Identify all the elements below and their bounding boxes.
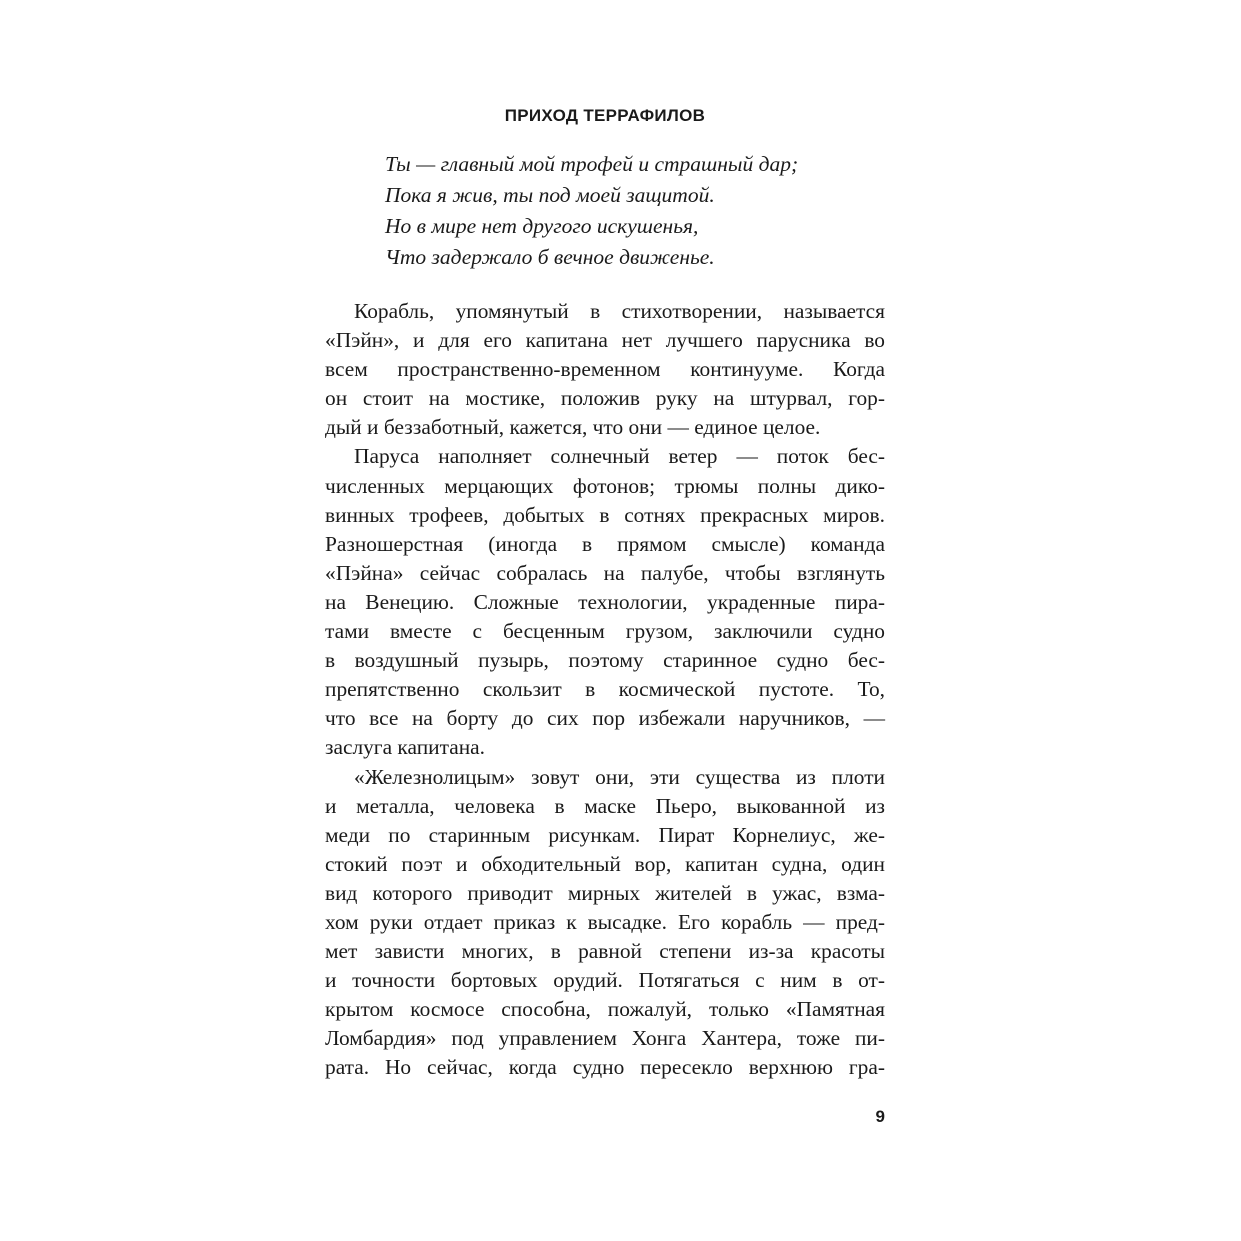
text-line: крытом космосе способна, пожалуй, только «Памятная — [325, 997, 885, 1022]
text-line: что все на борту до сих пор избежали наручников, — — [325, 706, 885, 731]
text-line: вид которого приводит мирных жителей в ужас, взма- — [325, 880, 885, 905]
text-line: и точности бортовых орудий. Потягаться с ним в от- — [325, 968, 885, 993]
text-line: Ломбардия» под управлением Хонга Хантера, тоже пи- — [325, 1026, 885, 1051]
text-line: и металла, человека в маске Пьеро, выкованной из — [325, 793, 885, 818]
text-line: в воздушный пузырь, поэтому старинное судно бес- — [325, 648, 885, 673]
text-line: «Пэйна» сейчас собралась на палубе, чтобы взглянуть — [325, 560, 885, 585]
text-line: численных мерцающих фотонов; трюмы полны дико- — [325, 473, 885, 498]
text-line: меди по старинным рисункам. Пират Корнелиус, же- — [325, 822, 885, 847]
page-number: 9 — [875, 1107, 885, 1126]
body-text — [325, 297, 885, 1083]
paragraph — [325, 763, 885, 1083]
running-head: ПРИХОД ТЕРРАФИЛОВ — [504, 106, 706, 125]
text-line: Паруса наполняет солнечный ветер — поток бес- — [354, 444, 885, 469]
text-line: мет зависти многих, в равной степени из-за красоты — [325, 939, 885, 964]
paragraph — [325, 297, 885, 442]
paragraph — [325, 442, 885, 762]
text-line: стокий поэт и обходительный вор, капитан судна, один — [325, 851, 885, 876]
text-line: на Венецию. Сложные технологии, украденные пира- — [325, 589, 885, 614]
epigraph-line: Что задержало б вечное движенье. — [385, 245, 715, 269]
text-line: винных трофеев, добытых в сотнях прекрасных миров. — [325, 502, 885, 527]
epigraph — [385, 149, 885, 273]
epigraph-line: Ты — главный мой трофей и страшный дар; — [385, 152, 799, 176]
text-line: тами вместе с бесценным грузом, заключили судно — [325, 619, 885, 644]
text-line: Разношерстная (иногда в прямом смысле) команда — [325, 531, 885, 556]
text-line: всем пространственно-временном континууме. Когда — [325, 357, 885, 382]
epigraph-line: Но в мире нет другого искушенья, — [385, 214, 699, 238]
text-line: хом руки отдает приказ к высадке. Его корабль — пред- — [325, 909, 885, 934]
text-line: препятственно скользит в космической пустоте. То, — [325, 677, 885, 702]
text-line: он стоит на мостике, положив руку на штурвал, гор- — [325, 386, 885, 411]
text-line: Корабль, упомянутый в стихотворении, называется — [354, 299, 885, 323]
text-line: «Пэйн», и для его капитана нет лучшего парусника во — [325, 328, 885, 353]
text-line: «Железнолицым» зовут они, эти существа из плоти — [354, 764, 885, 789]
epigraph-line: Пока я жив, ты под моей защитой. — [385, 183, 715, 207]
text-line: заслуга капитана. — [325, 735, 485, 760]
text-line: рата. Но сейчас, когда судно пересекло верхнюю гра- — [325, 1055, 885, 1080]
text-line: дый и беззаботный, кажется, что они — единое целое. — [325, 415, 821, 440]
